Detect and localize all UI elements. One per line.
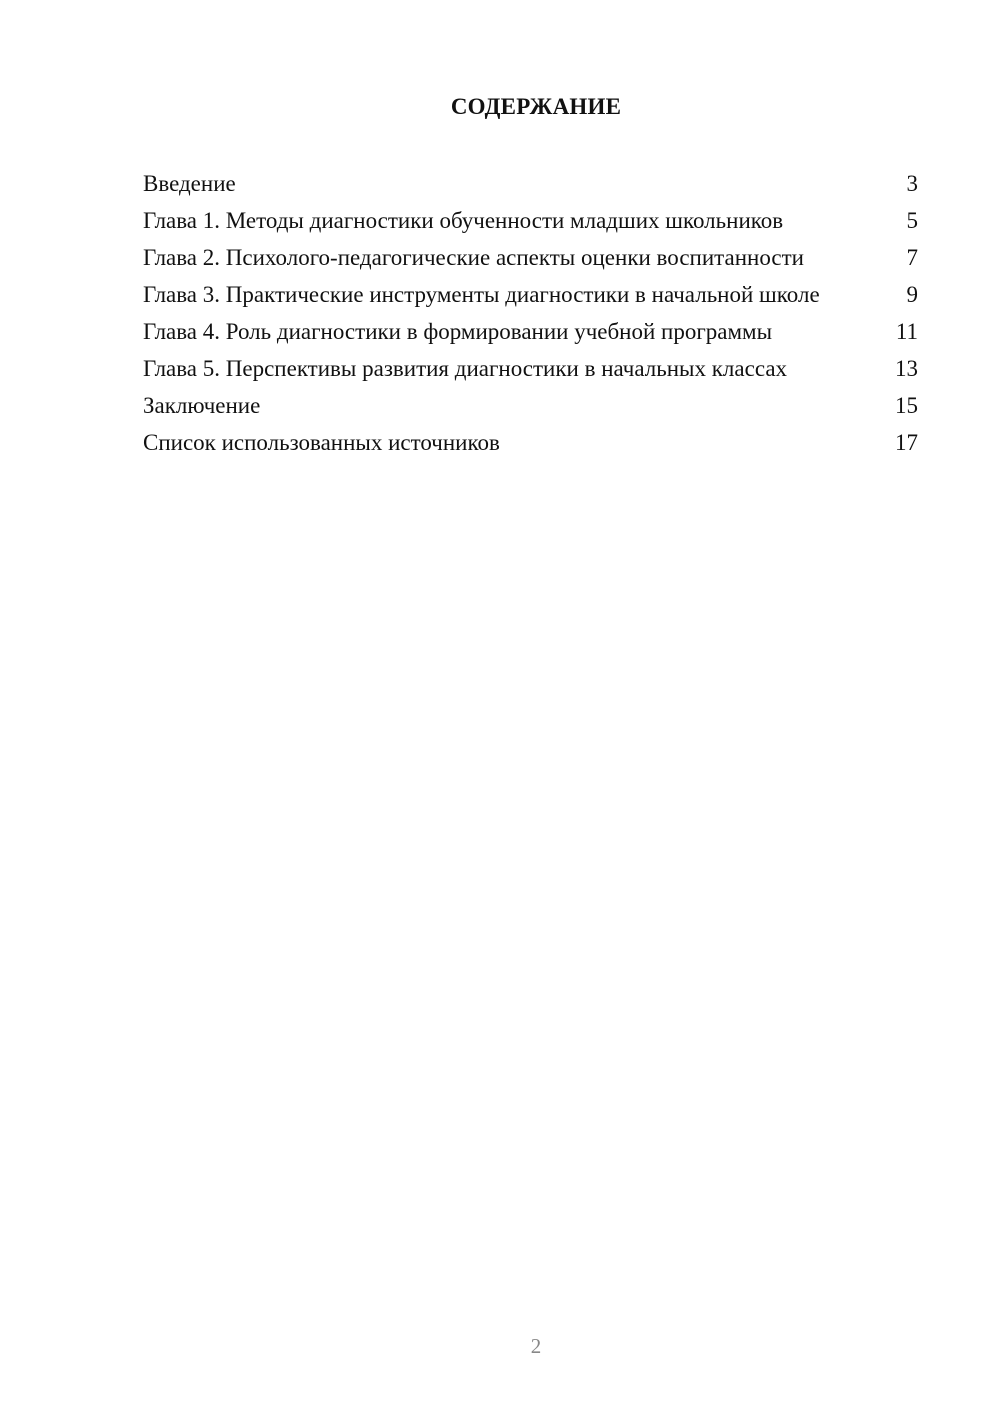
toc-entry-references[interactable] <box>143 429 918 456</box>
toc-entry-chapter-3[interactable] <box>143 281 918 308</box>
toc-entry-label: Введение <box>143 171 236 196</box>
toc-entry-page: 17 <box>895 430 918 455</box>
toc-entry-page: 15 <box>895 393 918 418</box>
toc-entry-page: 5 <box>906 208 918 233</box>
toc-entry-page: 11 <box>895 319 918 344</box>
toc-entry-page: 13 <box>895 356 918 381</box>
table-of-contents <box>143 170 918 466</box>
toc-entry-page: 9 <box>906 282 918 307</box>
toc-entry-page: 7 <box>906 245 918 270</box>
toc-entry-label: Список использованных источников <box>143 430 500 455</box>
toc-entry-label: Глава 5. Перспективы развития диагностики в начальных классах <box>143 356 788 381</box>
toc-entry-chapter-2[interactable] <box>143 244 918 271</box>
toc-entry-chapter-4[interactable] <box>143 318 918 345</box>
toc-entry-page: 3 <box>906 171 918 196</box>
toc-entry-chapter-5[interactable] <box>143 355 918 382</box>
toc-entry-introduction[interactable] <box>143 170 918 197</box>
page-number: 2 <box>530 1334 542 1358</box>
toc-entry-label: Глава 2. Психолого-педагогические аспекты оценки воспитанности <box>143 245 804 270</box>
toc-entry-chapter-1[interactable] <box>143 207 918 234</box>
toc-entry-label: Заключение <box>143 393 261 418</box>
page-title: СОДЕРЖАНИЕ <box>450 94 622 119</box>
toc-entry-label: Глава 1. Методы диагностики обученности младших школьников <box>143 208 784 233</box>
toc-entry-conclusion[interactable] <box>143 392 918 419</box>
toc-entry-label: Глава 3. Практические инструменты диагностики в начальной школе <box>143 282 820 307</box>
toc-entry-label: Глава 4. Роль диагностики в формировании учебной программы <box>143 319 773 344</box>
